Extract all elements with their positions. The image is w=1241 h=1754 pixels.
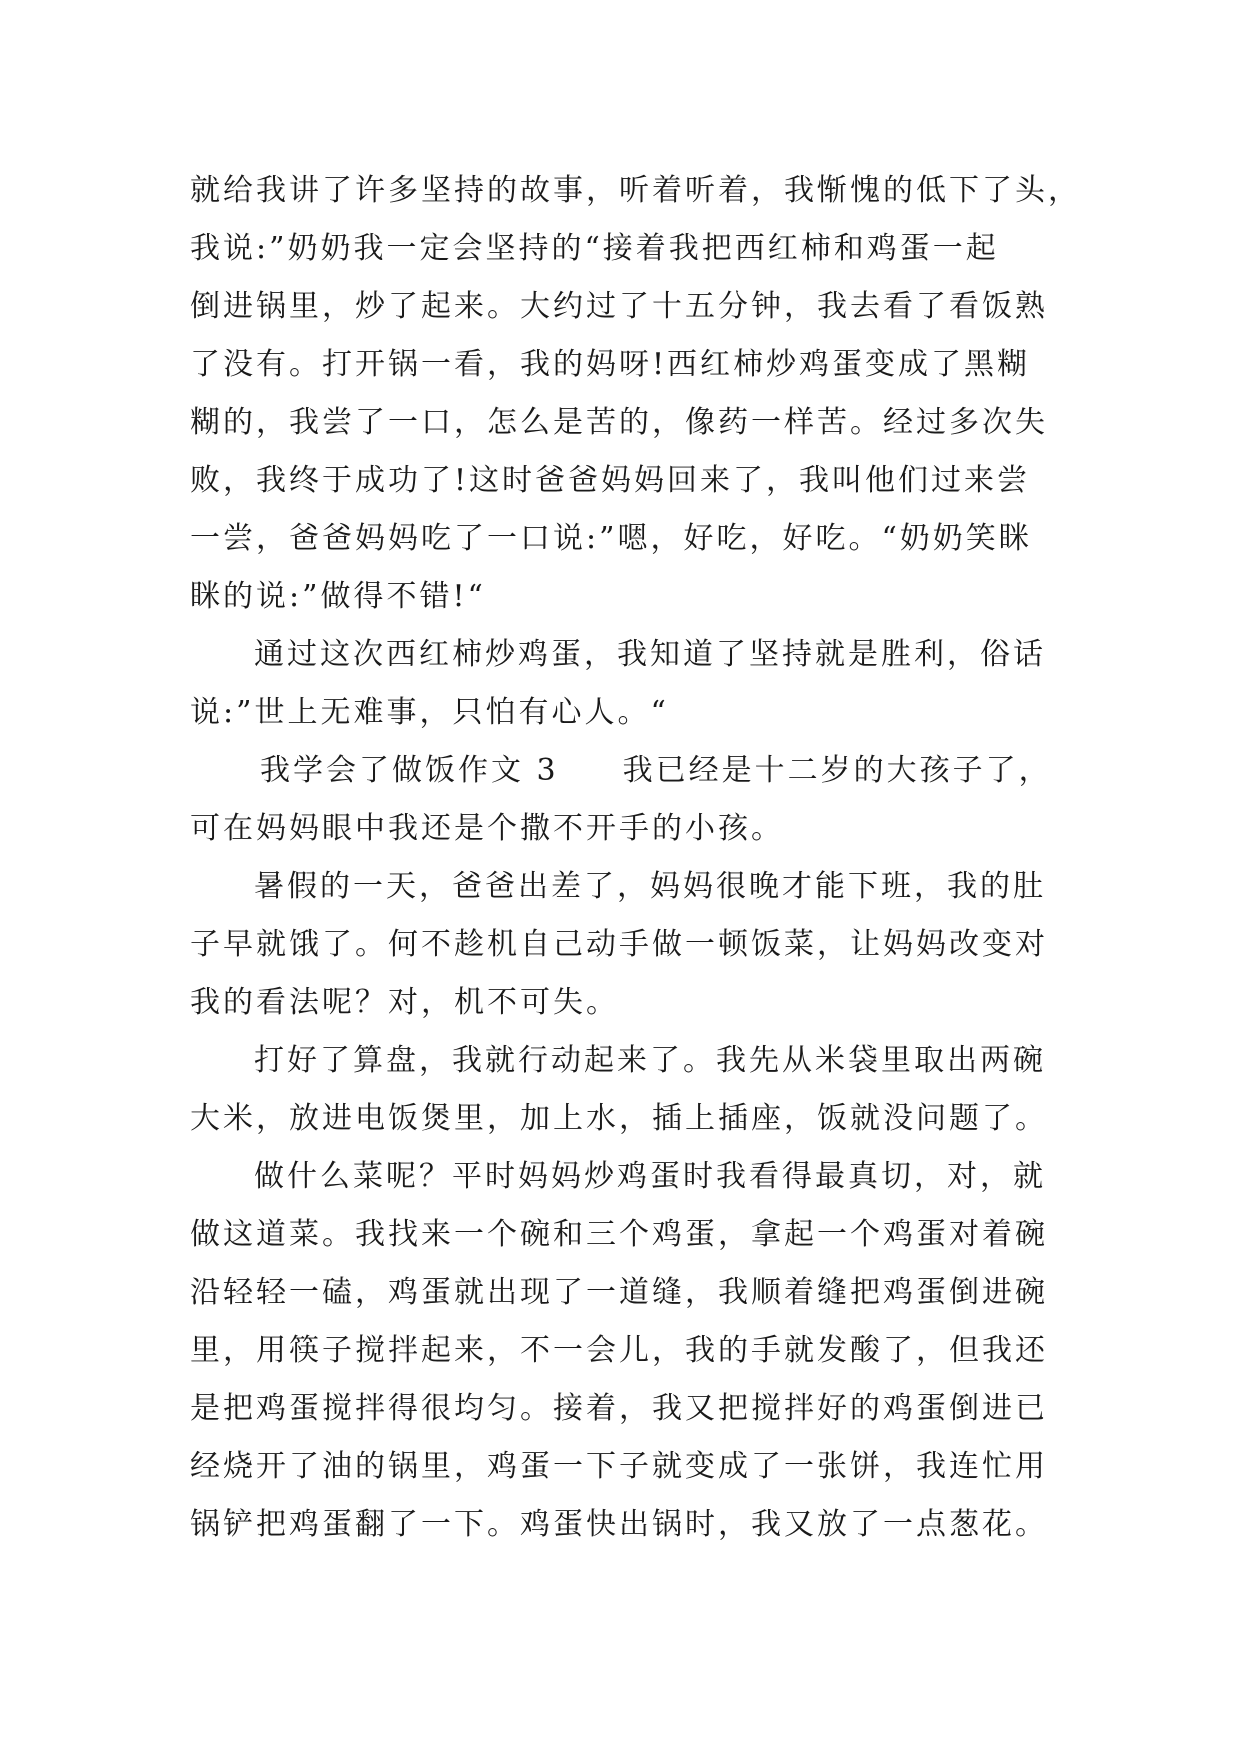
paragraph-line: 打好了算盘，我就行动起来了。我先从米袋里取出两碗 [254,1043,1046,1078]
paragraph-line: 倒进锅里，炒了起来。大约过了十五分钟，我去看了看饭熟 [190,289,1048,324]
paragraph-line: 里，用筷子搅拌起来，不一会儿，我的手就发酸了，但我还 [190,1333,1048,1368]
paragraph-line: 说:”世上无难事，只怕有心人。“ [190,695,669,730]
paragraph-line: 我说:”奶奶我一定会坚持的“接着我把西红柿和鸡蛋一起 [190,231,999,266]
paragraph-line: 一尝，爸爸妈妈吃了一口说:”嗯，好吃，好吃。“奶奶笑眯 [190,521,1032,556]
heading-trailing-text: 我已经是十二岁的大孩子了， [622,753,1052,788]
document-body [190,162,1081,1554]
paragraph-line: 经烧开了油的锅里，鸡蛋一下子就变成了一张饼，我连忙用 [190,1449,1048,1484]
paragraph-line: 锅铲把鸡蛋翻了一下。鸡蛋快出锅时，我又放了一点葱花。 [190,1507,1048,1542]
paragraph-line: 大米，放进电饭煲里，加上水，插上插座，饭就没问题了。 [190,1101,1048,1136]
paragraph-line: 是把鸡蛋搅拌得很均匀。接着，我又把搅拌好的鸡蛋倒进已 [190,1391,1048,1426]
paragraph-line: 沿轻轻一磕，鸡蛋就出现了一道缝，我顺着缝把鸡蛋倒进碗 [190,1275,1048,1310]
essay-heading-line [190,742,1070,800]
paragraph-line: 我的看法呢？对，机不可失。 [190,985,619,1020]
paragraph-line: 败，我终于成功了!这时爸爸妈妈回来了，我叫他们过来尝 [190,463,1031,498]
paragraph-line: 通过这次西红柿炒鸡蛋，我知道了坚持就是胜利，俗话 [254,637,1046,672]
paragraph-line: 眯的说:”做得不错!“ [190,579,486,614]
paragraph-line: 可在妈妈眼中我还是个撒不开手的小孩。 [190,811,784,846]
paragraph-line: 暑假的一天，爸爸出差了，妈妈很晚才能下班，我的肚 [254,869,1046,904]
paragraph-line: 糊的，我尝了一口，怎么是苦的，像药一样苦。经过多次失 [190,405,1048,440]
paragraph-line: 子早就饿了。何不趁机自己动手做一顿饭菜，让妈妈改变对 [190,927,1048,962]
paragraph-line: 做什么菜呢？平时妈妈炒鸡蛋时我看得最真切，对，就 [254,1159,1046,1194]
paragraph-line: 做这道菜。我找来一个碗和三个鸡蛋，拿起一个鸡蛋对着碗 [190,1217,1048,1252]
paragraph-line: 了没有。打开锅一看，我的妈呀!西红柿炒鸡蛋变成了黑糊 [190,347,1031,382]
essay-title: 我学会了做饭作文 3 [260,753,559,788]
paragraph-line: 就给我讲了许多坚持的故事，听着听着，我惭愧的低下了头， [190,173,1081,208]
